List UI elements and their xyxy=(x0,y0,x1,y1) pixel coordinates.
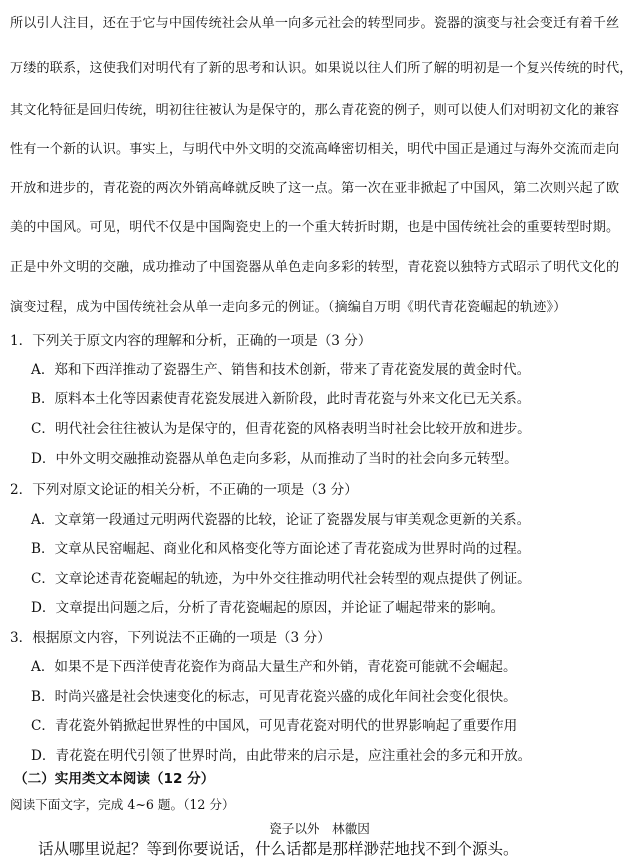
question-stem: 1．下列关于原文内容的理解和分析，正确的一项是（3 分） xyxy=(10,333,372,349)
option-b: B．文章从民窑崛起、商业化和风格变化等方面论述了青花瓷成为世界时尚的过程。 xyxy=(31,541,531,557)
option-b: B．原料本土化等因素使青花瓷发展进入新阶段，此时青花瓷与外来文化已无关系。 xyxy=(31,391,531,407)
passage-line: 万缕的联系，这使我们对明代有了新的思考和认识。如果说以往人们所了解的明初是一个复兴传统的时代， xyxy=(10,61,632,76)
option-c: C．青花瓷外销掀起世界性的中国风，可见青花瓷对明代的世界影响起了重要作用 xyxy=(31,718,518,734)
section-instruction: 阅读下面文字，完成 4~6 题。（12 分） xyxy=(10,797,235,812)
passage-line: 开放和进步的，青花瓷的两次外销高峰就反映了这一点。第一次在亚非掀起了中国风，第二次则兴起了欧 xyxy=(10,181,620,196)
passage-line: 其文化特征是回归传统，明初往往被认为是保守的，那么青花瓷的例子，则可以使人们对明初文化的兼容 xyxy=(10,103,620,118)
option-a: A．郑和下西洋推动了瓷器生产、销售和技术创新，带来了青花瓷发展的黄金时代。 xyxy=(31,362,531,378)
option-b: B．时尚兴盛是社会快速变化的标志，可见青花瓷兴盛的成化年间社会变化很快。 xyxy=(31,689,517,705)
option-d: D．青花瓷在明代引领了世界时尚，由此带来的启示是，应注重社会的多元和开放。 xyxy=(31,748,532,764)
option-c: C．文章论述青花瓷崛起的轨迹，为中外交往推动明代社会转型的观点提供了例证。 xyxy=(31,571,531,587)
option-a: A．文章第一段通过元明两代瓷器的比较，论证了瓷器发展与审美观念更新的关系。 xyxy=(31,512,531,528)
option-c: C．明代社会往往被认为是保守的，但青花瓷的风格表明当时社会比较开放和进步。 xyxy=(31,421,531,437)
question-stem: 2．下列对原文论证的相关分析，不正确的一项是（3 分） xyxy=(10,482,358,498)
section-title: （二）实用类文本阅读（12 分） xyxy=(14,771,215,787)
question-stem: 3．根据原文内容，下列说法不正确的一项是（3 分） xyxy=(10,630,331,646)
passage-line: 性有一个新的认识。事实上，与明代中外文明的交流高峰密切相关，明代中国正是通过与海外交流而走向 xyxy=(10,142,620,157)
option-d: D．中外文明交融推动瓷器从单色走向多彩，从而推动了当时的社会向多元转型。 xyxy=(31,451,518,467)
option-d: D．文章提出问题之后，分析了青花瓷崛起的原因，并论证了崛起带来的影响。 xyxy=(31,600,505,616)
passage-line: 所以引人注目，还在于它与中国传统社会从单一向多元社会的转型同步。瓷器的演变与社会变迁有着千丝 xyxy=(10,16,620,31)
passage-line: 正是中外文明的交融，成功推动了中国瓷器从单色走向多彩的转型，青花瓷以独特方式昭示了明代文化的 xyxy=(10,260,620,275)
article-first-line: 话从哪里说起？等到你要说话，什么话都是那样渺茫地找不到个源头。 xyxy=(38,840,519,858)
option-a: A．如果不是下西洋使青花瓷作为商品大量生产和外销，青花瓷可能就不会崛起。 xyxy=(31,659,517,675)
passage-line: 美的中国风。可见，明代不仅是中国陶瓷史上的一个重大转折时期，也是中国传统社会的重要转型时期。 xyxy=(10,220,620,235)
passage-line: 演变过程，成为中国传统社会从单一走向多元的例证。（摘编自万明《明代青花瓷崛起的轨迹》） xyxy=(10,300,567,315)
article-title: 瓷子以外 林徽因 xyxy=(269,821,370,836)
